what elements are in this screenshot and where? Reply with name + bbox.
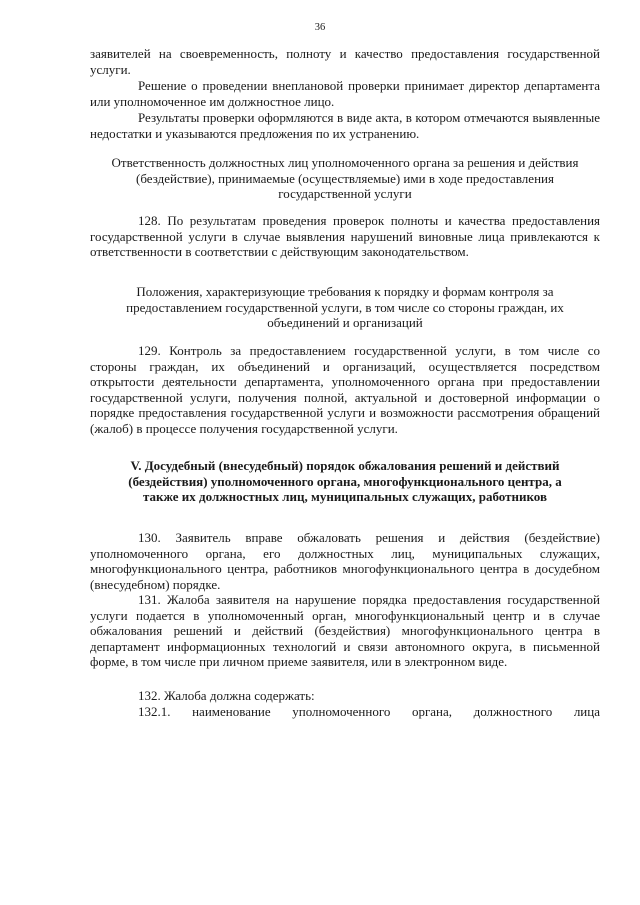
paragraph-132: 132. Жалоба должна содержать:: [138, 688, 315, 703]
page-number: 36: [314, 22, 326, 33]
paragraph-128: 128. По результатам проведения проверок полноты и качества предоставления государственной услуги в случае выявления нарушений виновные лица привлекаются к ответственности в соответствии с действующим законодательством.: [90, 213, 600, 260]
paragraph-decision: Решение о проведении внеплановой проверки принимает директор департамента или уполномоченное им должностное лицо.: [90, 78, 600, 109]
paragraph-132-1: 132.1. наименование уполномоченного органа, должностного лица: [138, 704, 600, 719]
paragraph-129: 129. Контроль за предоставлением государственной услуги, в том числе со стороны граждан, их объединений и организаций, осуществляется посредством открытости деятельности департамента, уполномоченного органа при предоставлении государственной услуги, получения полной, актуальной и достоверной информации о порядке предоставления государственной услуги и возможности рассмотрения обращений (жалоб) в процессе получения государственной услуги.: [90, 343, 600, 436]
paragraph-intro: заявителей на своевременность, полноту и качество предоставления государственной услуги.: [90, 46, 600, 77]
paragraph-131: 131. Жалоба заявителя на нарушение порядка предоставления государственной услуги подается в уполномоченный орган, многофункциональный центр и в случае обжалования решений и действий (бездействия) многофункционального центра в департамент информационных технологий и связи автономного округа, в письменной форме, в том числе при личном приеме заявителя, или в электронном виде.: [90, 592, 600, 670]
heading-section-5: V. Досудебный (внесудебный) порядок обжалования решений и действий (бездействия) уполномоченного органа, многофункционального центра, а также их должностных лиц, муниципальных служащих, работников: [128, 458, 562, 505]
heading-responsibility: Ответственность должностных лиц уполномоченного органа за решения и действия (бездействие), принимаемые (осуществляемые) ими в ходе предоставления государственной услуги: [111, 155, 579, 202]
heading-provisions: Положения, характеризующие требования к порядку и формам контроля за предоставлением государственной услуги, в том числе со стороны граждан, их объединений и организаций: [126, 284, 564, 331]
paragraph-130: 130. Заявитель вправе обжаловать решения и действия (бездействие) уполномоченного органа, его должностных лиц, муниципальных служащих, многофункционального центра, работников многофункционального центра в досудебном (внесудебном) порядке.: [90, 530, 600, 592]
paragraph-results: Результаты проверки оформляются в виде акта, в котором отмечаются выявленные недостатки и указываются предложения по их устранению.: [90, 110, 600, 141]
